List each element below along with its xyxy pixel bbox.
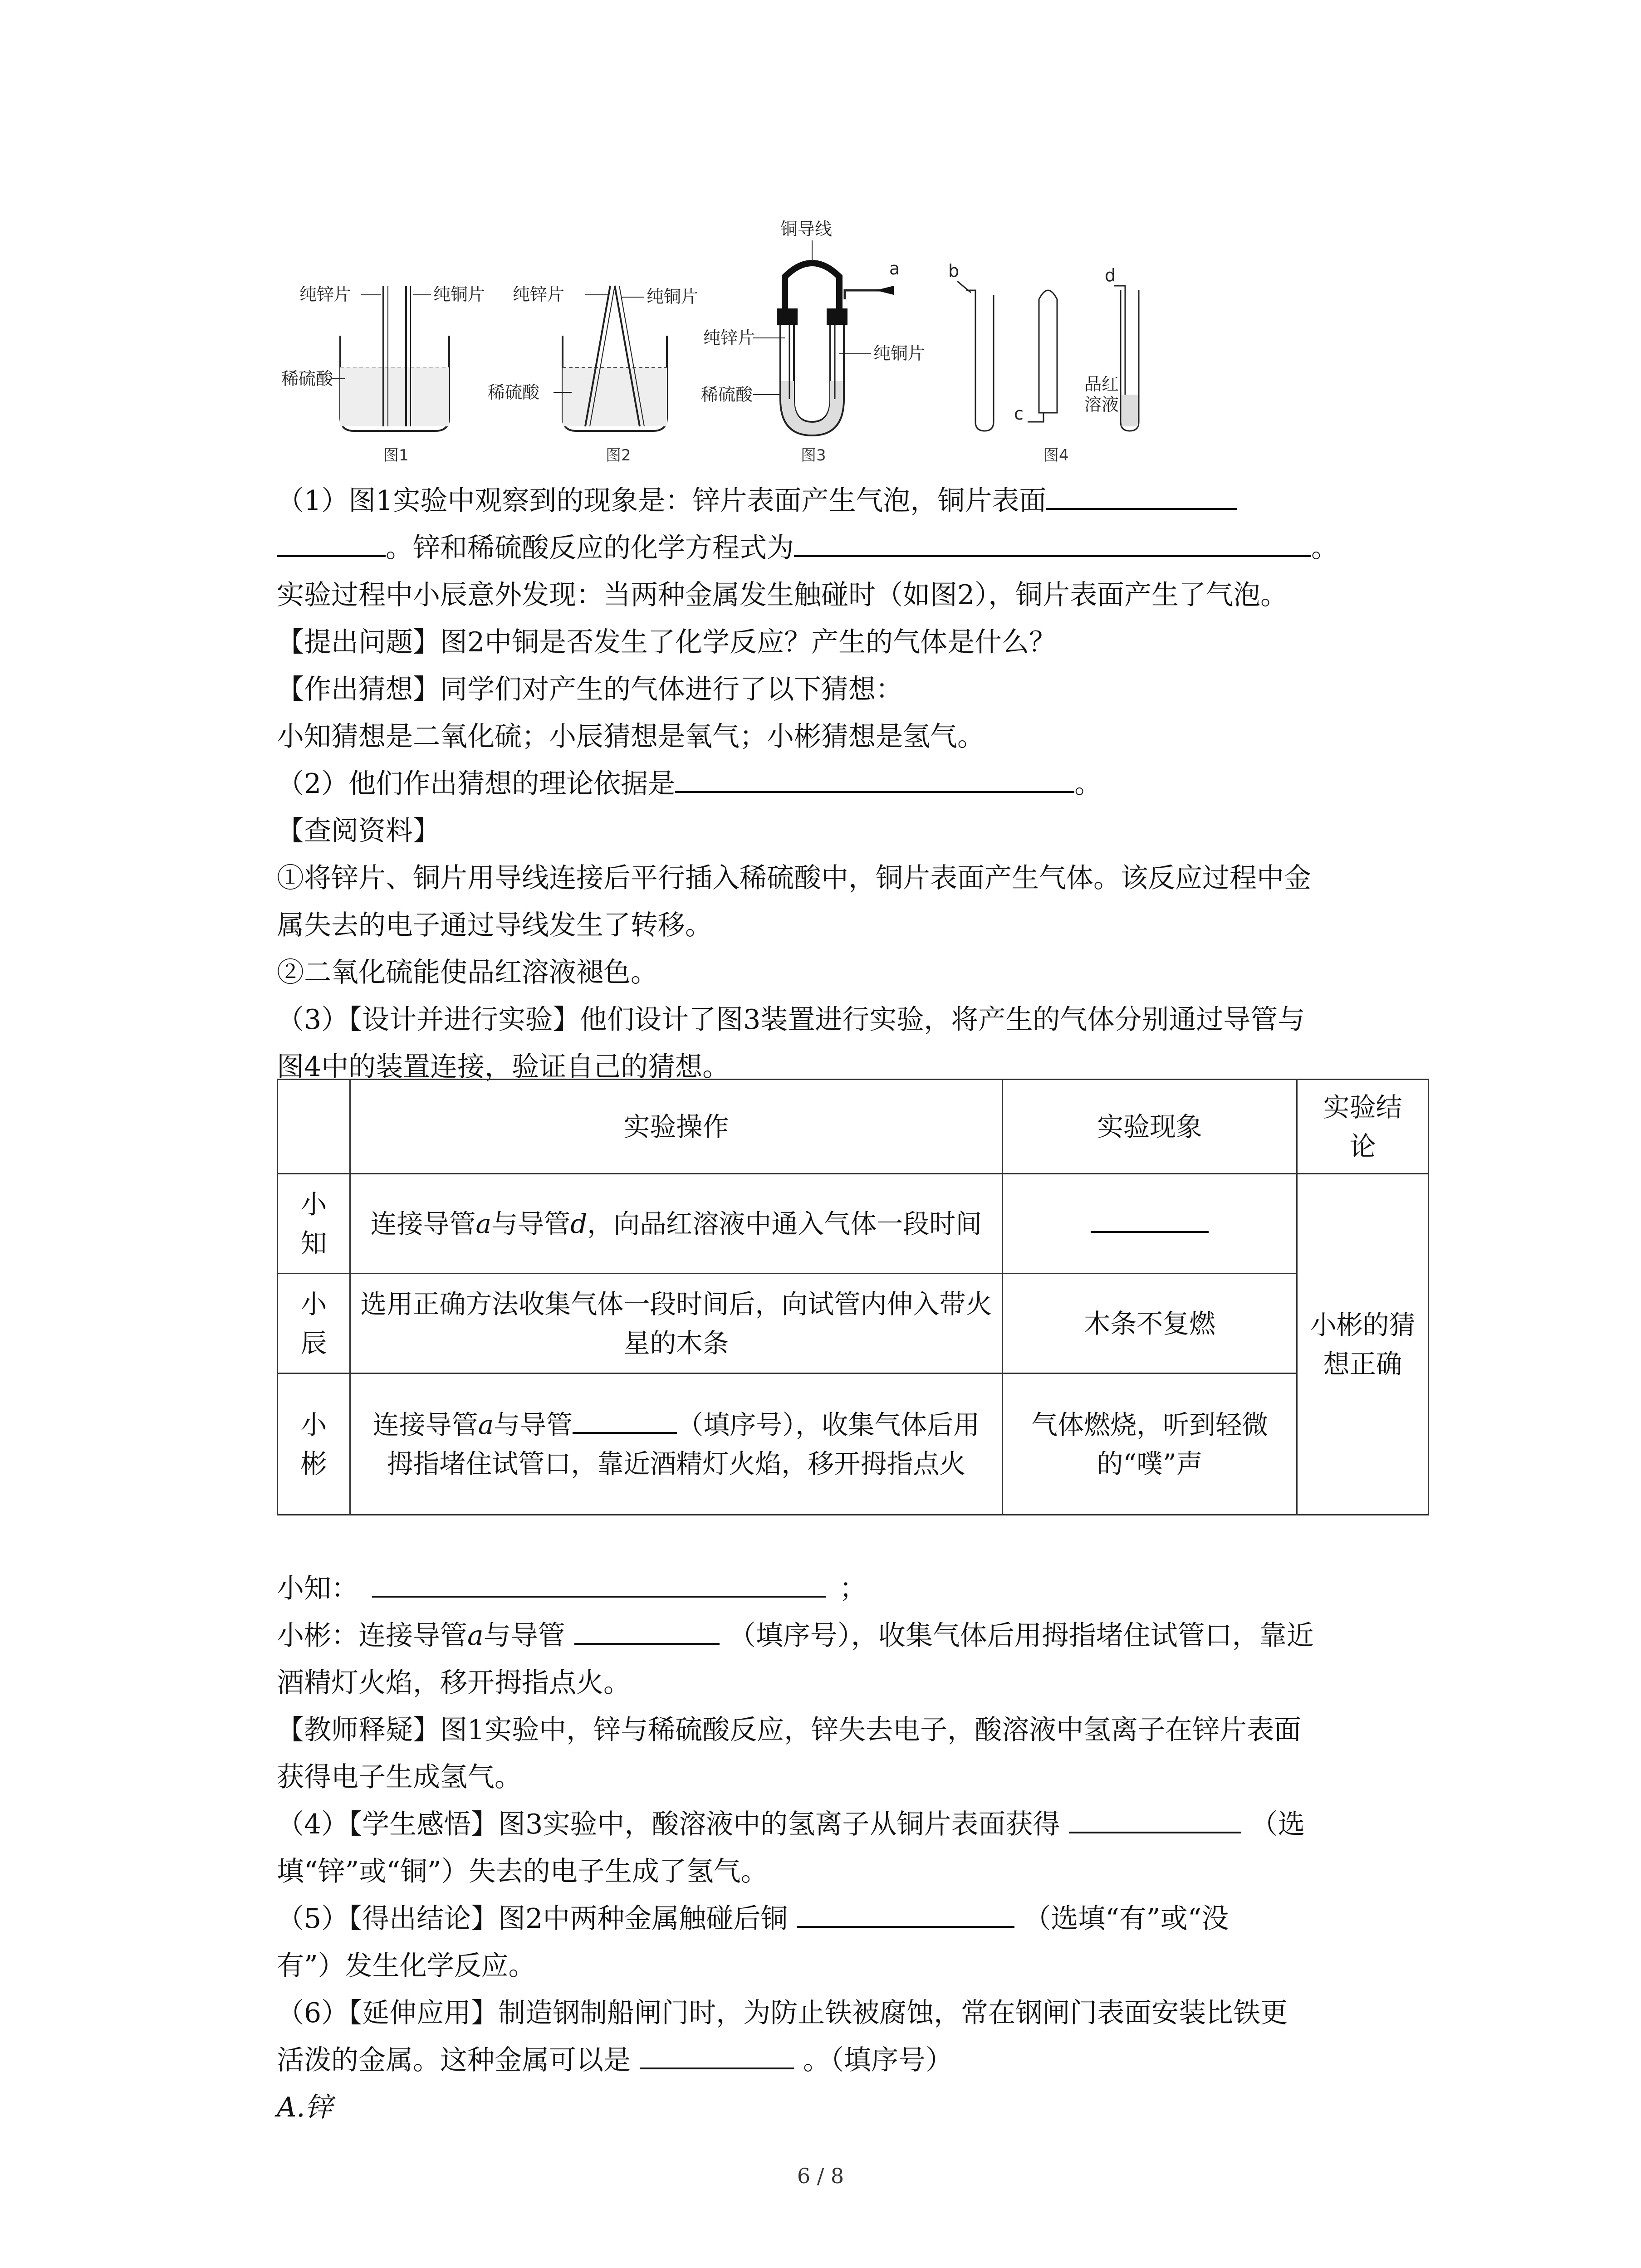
header-phenomenon: 实验现象 (1002, 1080, 1297, 1174)
q2-text: （2）他们作出猜想的理论依据是 (277, 768, 676, 800)
q4-line-1 (277, 1801, 1429, 1848)
q4-line-2: 填“锌”或“铜”）失去的电子生成了氢气。 (277, 1856, 768, 1887)
q2-line (277, 760, 1429, 807)
op-text-mid: 与导管 (491, 1208, 571, 1239)
row-operation: 选用正确方法收集气体一段时间后，向试管内伸入带火星的木条 (350, 1274, 1002, 1374)
q5-text: （5）【得出结论】图2中两种金属触碰后铜 (277, 1903, 788, 1935)
figure-4 (948, 261, 1139, 464)
row-operation (350, 1374, 1002, 1515)
reference-1a: ①将锌片、铜片用导线连接后平行插入稀硫酸中，铜片表面产生气体。该反应过程中金 (277, 862, 1311, 894)
q1-text-1: （1）图1实验中观察到的现象是：锌片表面产生气泡，铜片表面 (277, 485, 1047, 517)
page-number: 6 / 8 (797, 2164, 844, 2188)
xb-answer-line (277, 1612, 1429, 1659)
q5-text-b: （选填“有”或“没 (1024, 1903, 1229, 1935)
fig2-copper-label: 纯铜片 (647, 287, 699, 307)
question-text-top (277, 477, 1429, 1090)
row-who: 小 彬 (278, 1374, 350, 1515)
xb-text-mid: 与导管 (483, 1620, 565, 1652)
q5-blank[interactable] (797, 1898, 1014, 1928)
figure-3 (701, 219, 925, 464)
fig1-acid-label: 稀硫酸 (281, 369, 333, 389)
q4-text-b: （选 (1250, 1809, 1305, 1840)
row-phenomenon (1002, 1174, 1297, 1274)
conclusion-cell: 小彬的猜想正确 (1297, 1174, 1429, 1515)
phenomenon-blank[interactable] (1091, 1222, 1209, 1233)
xb-a: a (467, 1620, 484, 1652)
guesses-line: 小知猜想是二氧化硫；小辰猜想是氧气；小彬猜想是氢气。 (277, 721, 985, 753)
fig4-d-label: d (1105, 265, 1116, 285)
op-d: d (570, 1208, 588, 1239)
row-operation (350, 1174, 1002, 1274)
fig4-dye-label: 品红 (1084, 374, 1119, 394)
fig2-acid-label: 稀硫酸 (488, 382, 540, 402)
q1-blank-equation[interactable] (794, 527, 1311, 557)
problem-line: 【提出问题】图2中铜是否发生了化学反应？产生的气体是什么？ (277, 626, 1057, 658)
q1-blank-copper[interactable] (1046, 480, 1237, 510)
table-row (278, 1274, 1429, 1374)
fig3-wire-label: 铜导线 (780, 219, 833, 239)
q6-text-c: 。（填序号） (803, 2044, 953, 2076)
reference-heading: 【查阅资料】 (277, 815, 440, 847)
table-row (278, 1374, 1429, 1515)
op-text-mid: 与导管 (494, 1409, 573, 1440)
q5-line-1 (277, 1895, 1429, 1942)
q2-blank[interactable] (675, 763, 1074, 793)
figure-svg (272, 218, 1180, 472)
fig3-a-label: a (889, 259, 900, 279)
header-empty (278, 1080, 350, 1174)
fig4-dye-label-2: 溶液 (1084, 395, 1119, 415)
q6-line-2 (277, 2037, 1429, 2084)
xb-blank[interactable] (574, 1615, 720, 1645)
q3-line-1: （3）【设计并进行实验】他们设计了图3装置进行实验，将产生的气体分别通过导管与 (277, 1004, 1305, 1036)
experiment-figures (272, 218, 1180, 472)
op-text-post: ，向品红溶液中通入气体一段时间 (587, 1208, 982, 1239)
fig3-copper-label: 纯铜片 (873, 343, 926, 363)
option-a: A.锌 (277, 2092, 333, 2123)
op-a: a (478, 1409, 494, 1440)
op-text-post: （填序号），收集气体后用拇指堵住试管口，靠近酒精灯火焰，移开拇指点火 (387, 1409, 980, 1479)
reference-2: ②二氧化硫能使品红溶液褪色。 (277, 957, 658, 988)
xz-label: 小知： (277, 1573, 358, 1604)
xb-text-post: （填序号），收集气体后用拇指堵住试管口，靠近 (728, 1620, 1314, 1652)
fig4-b-label: b (948, 261, 960, 281)
fig1-caption: 图1 (383, 446, 409, 464)
xz-answer-line (277, 1565, 1429, 1612)
fig4-c-label: c (1014, 404, 1024, 424)
q4-blank[interactable] (1069, 1804, 1241, 1833)
table-row (278, 1174, 1429, 1274)
header-operation: 实验操作 (350, 1080, 1002, 1174)
fig3-zinc-label: 纯锌片 (703, 328, 755, 348)
q1-line-2 (277, 524, 1429, 572)
figure-2 (488, 284, 698, 464)
figure-1 (281, 284, 485, 464)
fig2-caption: 图2 (606, 446, 631, 464)
xb-text: 小彬：连接导管 (277, 1620, 467, 1652)
fig1-zinc-label: 纯锌片 (299, 284, 352, 304)
q6-line-1: （6）【延伸应用】制造钢制船闸门时，为防止铁被腐蚀，常在钢闸门表面安装比铁更 (277, 1997, 1288, 2029)
question-text-bottom (277, 1565, 1429, 2131)
xz-blank[interactable] (372, 1568, 826, 1598)
experiment-table (277, 1079, 1429, 1515)
op-a: a (475, 1208, 492, 1239)
table-header-row (278, 1080, 1429, 1174)
q4-text: （4）【学生感悟】图3实验中，酸溶液中的氢离子从铜片表面获得 (277, 1809, 1060, 1840)
q1-text-2: 。锌和稀硫酸反应的化学方程式为 (386, 532, 794, 564)
q6-blank[interactable] (640, 2039, 794, 2069)
teacher-line-2: 获得电子生成氢气。 (277, 1761, 522, 1793)
xz-end: ； (839, 1573, 867, 1604)
q1-end: 。 (1311, 532, 1338, 564)
row-who: 小 辰 (278, 1274, 350, 1374)
fig3-caption: 图3 (801, 446, 826, 464)
fig4-caption: 图4 (1043, 446, 1069, 464)
row-who: 小 知 (278, 1174, 350, 1274)
xb-answer-line-2: 酒精灯火焰，移开拇指点火。 (277, 1667, 631, 1699)
fig1-copper-label: 纯铜片 (433, 284, 485, 304)
fig3-acid-label: 稀硫酸 (701, 385, 753, 405)
q2-end: 。 (1074, 768, 1102, 800)
fig2-zinc-label: 纯锌片 (513, 284, 565, 304)
op-text: 连接导管 (370, 1208, 476, 1239)
q5-line-2: 有”）发生化学反应。 (277, 1950, 536, 1982)
q1-blank-copper-cont[interactable] (277, 527, 386, 557)
hypothesis-line: 【作出猜想】同学们对产生的气体进行了以下猜想： (277, 674, 903, 705)
op-blank[interactable] (573, 1414, 677, 1434)
q6-text: 活泼的金属。这种金属可以是 (277, 2044, 631, 2076)
q1-line-1 (277, 477, 1429, 524)
op-text: 连接导管 (372, 1409, 478, 1440)
row-phenomenon: 气体燃烧，听到轻微的“噗”声 (1002, 1374, 1297, 1515)
q3-line-2: 图4中的装置连接，验证自己的猜想。 (277, 1051, 730, 1083)
intro-line: 实验过程中小辰意外发现：当两种金属发生触碰时（如图2），铜片表面产生了气泡。 (277, 579, 1288, 611)
teacher-line-1: 【教师释疑】图1实验中，锌与稀硫酸反应，锌失去电子，酸溶液中氢离子在锌片表面 (277, 1714, 1302, 1746)
row-phenomenon: 木条不复燃 (1002, 1274, 1297, 1374)
header-conclusion: 实验结 论 (1297, 1080, 1429, 1174)
reference-1b: 属失去的电子通过导线发生了转移。 (277, 909, 712, 941)
